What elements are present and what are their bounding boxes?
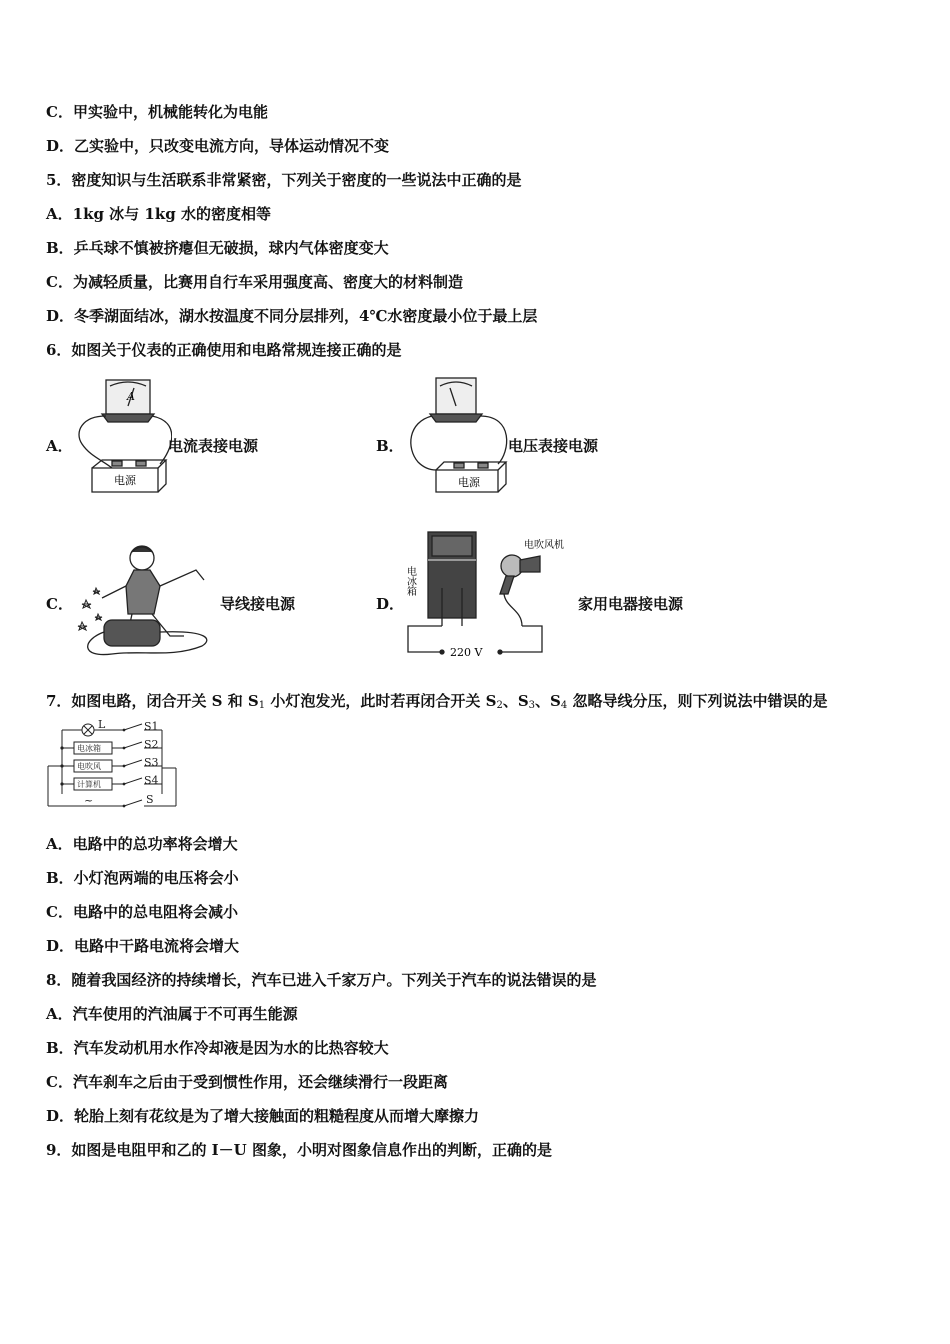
- circuit-lamp-label: L: [98, 720, 106, 731]
- q6-option-d-label: D．: [376, 595, 405, 613]
- circuit-computer-label: 计算机: [77, 780, 101, 789]
- circuit-s3-label: S3: [144, 756, 159, 769]
- q7-option-a: A．电路中的总功率将会增大: [46, 835, 238, 853]
- q7-stem: 7．如图电路，闭合开关 S 和 $S_1$ 小灯泡发光，此时若再闭合开关 $S_2$、$S_3$、$S_4$ 忽略导线分压，则下列说法中错误的是: [46, 692, 828, 711]
- q6-option-b-caption: 电压表接电源: [508, 437, 599, 455]
- circuit-s-label: S: [146, 793, 154, 806]
- q5-option-d: D．冬季湖面结冰，湖水按温度不同分层排列，4℃水密度最小位于最上层: [46, 307, 538, 325]
- q9-stem: 9．如图是电阻甲和乙的 I－U 图象，小明对图象信息作出的判断，正确的是: [46, 1141, 552, 1159]
- q6-figure-b-voltmeter: [402, 372, 512, 497]
- q8-option-b: B．汽车发动机用水作冷却液是因为水的比热容较大: [46, 1039, 389, 1057]
- q4-option-d: D．乙实验中，只改变电流方向，导体运动情况不变: [46, 137, 390, 155]
- q6-option-a-caption: 电流表接电源: [168, 437, 259, 455]
- q7-option-c: C．电路中的总电阻将会减小: [46, 903, 238, 921]
- q5-option-a: A．1kg 冰与 1kg 水的密度相等: [46, 205, 271, 223]
- q5-stem: 5．密度知识与生活联系非常紧密，下列关于密度的一些说法中正确的是: [46, 171, 522, 189]
- circuit-s4-label: S4: [144, 774, 159, 787]
- voltage-label: 220 V: [450, 646, 483, 659]
- circuit-ac-source: ~: [84, 794, 94, 807]
- circuit-s2-label: S2: [144, 738, 159, 751]
- q6-figure-a-ammeter: [72, 372, 172, 497]
- q6-option-c-label: C．: [46, 595, 73, 613]
- fridge-label: 电冰箱: [404, 566, 416, 596]
- ammeter-symbol-a: A: [127, 390, 135, 403]
- circuit-s1-label: S1: [144, 720, 159, 733]
- dryer-label: 电吹风机: [524, 540, 564, 551]
- q8-option-d: D．轮胎上刻有花纹是为了增大接触面的粗糙程度从而增大摩擦力: [46, 1107, 480, 1125]
- q6-option-c-caption: 导线接电源: [220, 595, 296, 613]
- q7-option-d: D．电路中干路电流将会增大: [46, 937, 240, 955]
- q5-option-c: C．为减轻质量，比赛用自行车采用强度高、密度大的材料制造: [46, 273, 463, 291]
- q7-circuit-diagram: [44, 720, 184, 810]
- circuit-fridge-label: 电冰箱: [77, 744, 101, 753]
- q6-figure-d-appliances: [402, 528, 582, 660]
- q4-option-c: C．甲实验中，机械能转化为电能: [46, 103, 268, 121]
- q5-option-b: B．乒乓球不慎被挤瘪但无破损，球内气体密度变大: [46, 239, 389, 257]
- q6-stem: 6．如图关于仪表的正确使用和电路常规连接正确的是: [46, 341, 402, 359]
- q6-figure-c-shorted-wire: [72, 540, 218, 660]
- q6-option-a-label: A．: [46, 437, 73, 455]
- q6-option-d-caption: 家用电器接电源: [578, 595, 684, 613]
- power-box-label-a: 电源: [114, 474, 136, 487]
- q6-option-b-label: B．: [376, 437, 404, 455]
- power-box-label-b: 电源: [458, 476, 480, 489]
- q7-option-b: B．小灯泡两端的电压将会小: [46, 869, 239, 887]
- q8-stem: 8．随着我国经济的持续增长，汽车已进入千家万户。下列关于汽车的说法错误的是: [46, 971, 597, 989]
- q8-option-a: A．汽车使用的汽油属于不可再生能源: [46, 1005, 298, 1023]
- circuit-dryer-label: 电吹风: [77, 762, 101, 771]
- q8-option-c: C．汽车刹车之后由于受到惯性作用，还会继续滑行一段距离: [46, 1073, 448, 1091]
